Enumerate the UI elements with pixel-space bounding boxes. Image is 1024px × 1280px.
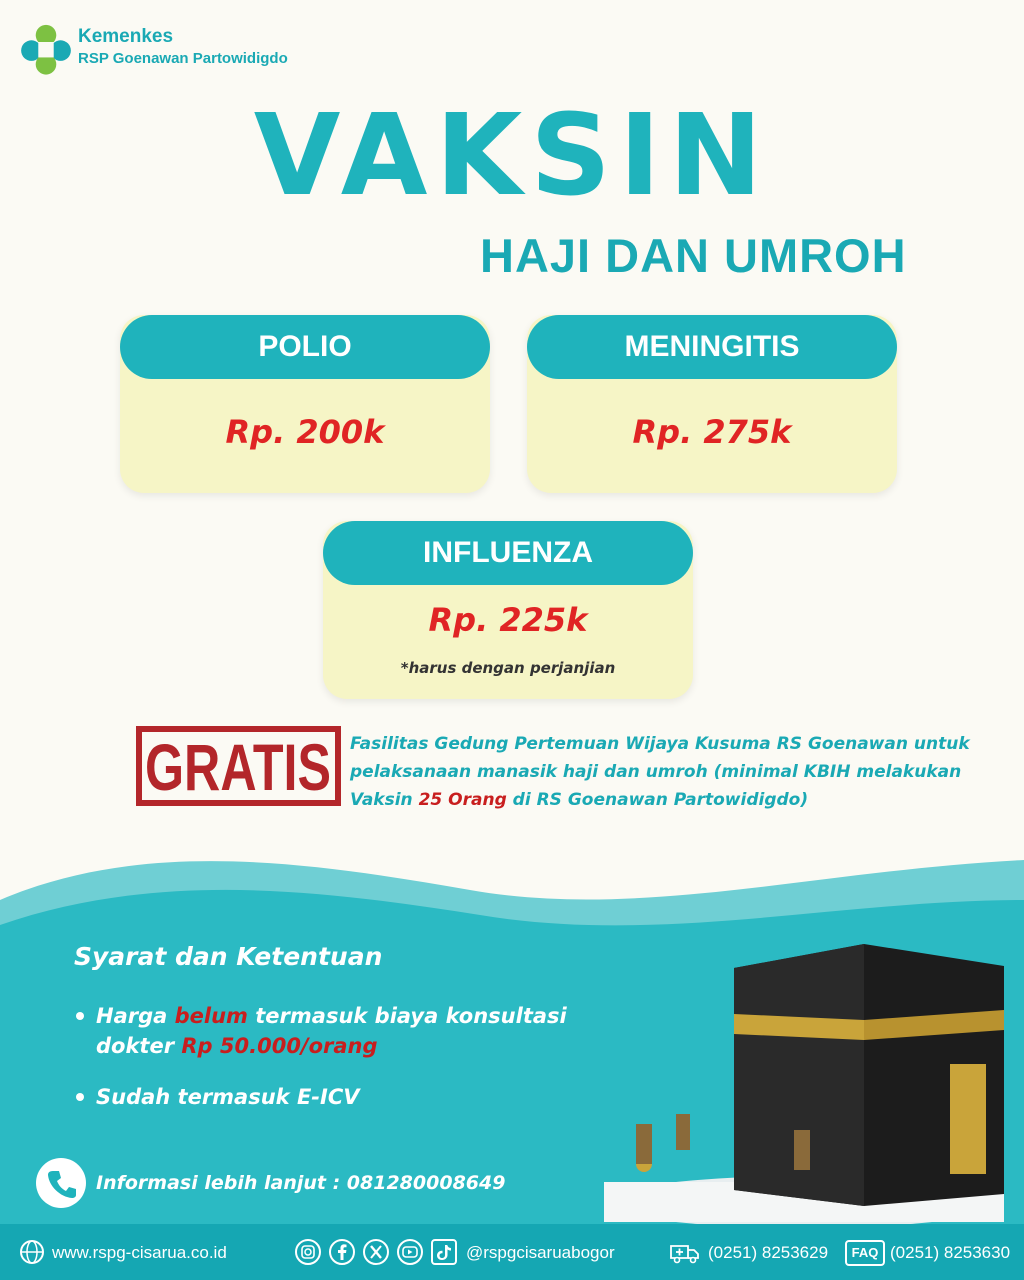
page-subtitle: HAJI DAN UMROH <box>480 229 907 282</box>
tiktok-icon[interactable] <box>430 1238 458 1266</box>
bullet-dot <box>76 1012 84 1020</box>
footer-faq-phone[interactable]: (0251) 8253630 <box>890 1243 1011 1262</box>
terms-item-1-b: termasuk biaya konsultasi <box>247 1004 567 1028</box>
globe-icon <box>18 1238 46 1266</box>
card-note: *harus dengan perjanjian <box>400 659 616 677</box>
youtube-icon[interactable] <box>396 1238 424 1266</box>
facebook-icon[interactable] <box>328 1238 356 1266</box>
x-twitter-icon[interactable] <box>362 1238 390 1266</box>
gratis-text-highlight: 25 Orang <box>418 790 507 810</box>
instagram-icon[interactable] <box>294 1238 322 1266</box>
kaaba-illustration <box>604 944 1024 1224</box>
gratis-text-b: di RS Goenawan Partowidigdo) <box>506 790 809 810</box>
info-text: Informasi lebih lanjut : 081280008649 <box>96 1172 506 1194</box>
card-meningitis <box>527 315 897 493</box>
faq-icon <box>845 1240 885 1266</box>
terms-item-1 <box>96 1001 616 1061</box>
ambulance-icon <box>668 1238 702 1266</box>
card-title: POLIO <box>120 315 490 379</box>
card-influenza <box>323 521 693 699</box>
gratis-stamp <box>136 726 341 806</box>
footer-social-handle[interactable]: @rspgcisaruabogor <box>466 1243 615 1262</box>
logo-line2: RSP Goenawan Partowidigdo <box>78 50 288 67</box>
terms-item-1-c: dokter <box>96 1034 182 1058</box>
terms-title: Syarat dan Ketentuan <box>74 942 383 971</box>
bullet-dot <box>76 1093 84 1101</box>
terms-item-2: Sudah termasuk E-ICV <box>96 1085 360 1109</box>
gratis-stamp-text: GRATIS <box>145 730 331 804</box>
card-title: INFLUENZA <box>323 521 693 585</box>
card-title: MENINGITIS <box>527 315 897 379</box>
card-price: Rp. 225k <box>428 601 588 639</box>
gratis-text-a: Fasilitas Gedung Pertemuan Wijaya Kusuma RS Goenawan untuk pelaksanaan manasik haji dan umroh (minimal KBIH melakukan Vaksin <box>350 734 970 810</box>
card-polio <box>120 315 490 493</box>
footer-website[interactable]: www.rspg-cisarua.co.id <box>52 1243 227 1262</box>
terms-item-1-highlight: belum <box>174 1004 248 1028</box>
terms-item-1-price: Rp 50.000/orang <box>181 1034 378 1058</box>
logo-line1: Kemenkes <box>78 26 174 47</box>
terms-item-1-a: Harga <box>96 1004 175 1028</box>
footer-ambulance-phone[interactable]: (0251) 8253629 <box>708 1243 829 1262</box>
card-price: Rp. 275k <box>632 413 792 451</box>
card-price: Rp. 200k <box>225 413 385 451</box>
faq-label: FAQ <box>851 1245 879 1260</box>
page-title: VAKSIN <box>253 91 771 221</box>
phone-icon <box>36 1158 86 1208</box>
kemenkes-logo-icon <box>16 18 76 78</box>
gratis-description <box>350 730 990 814</box>
